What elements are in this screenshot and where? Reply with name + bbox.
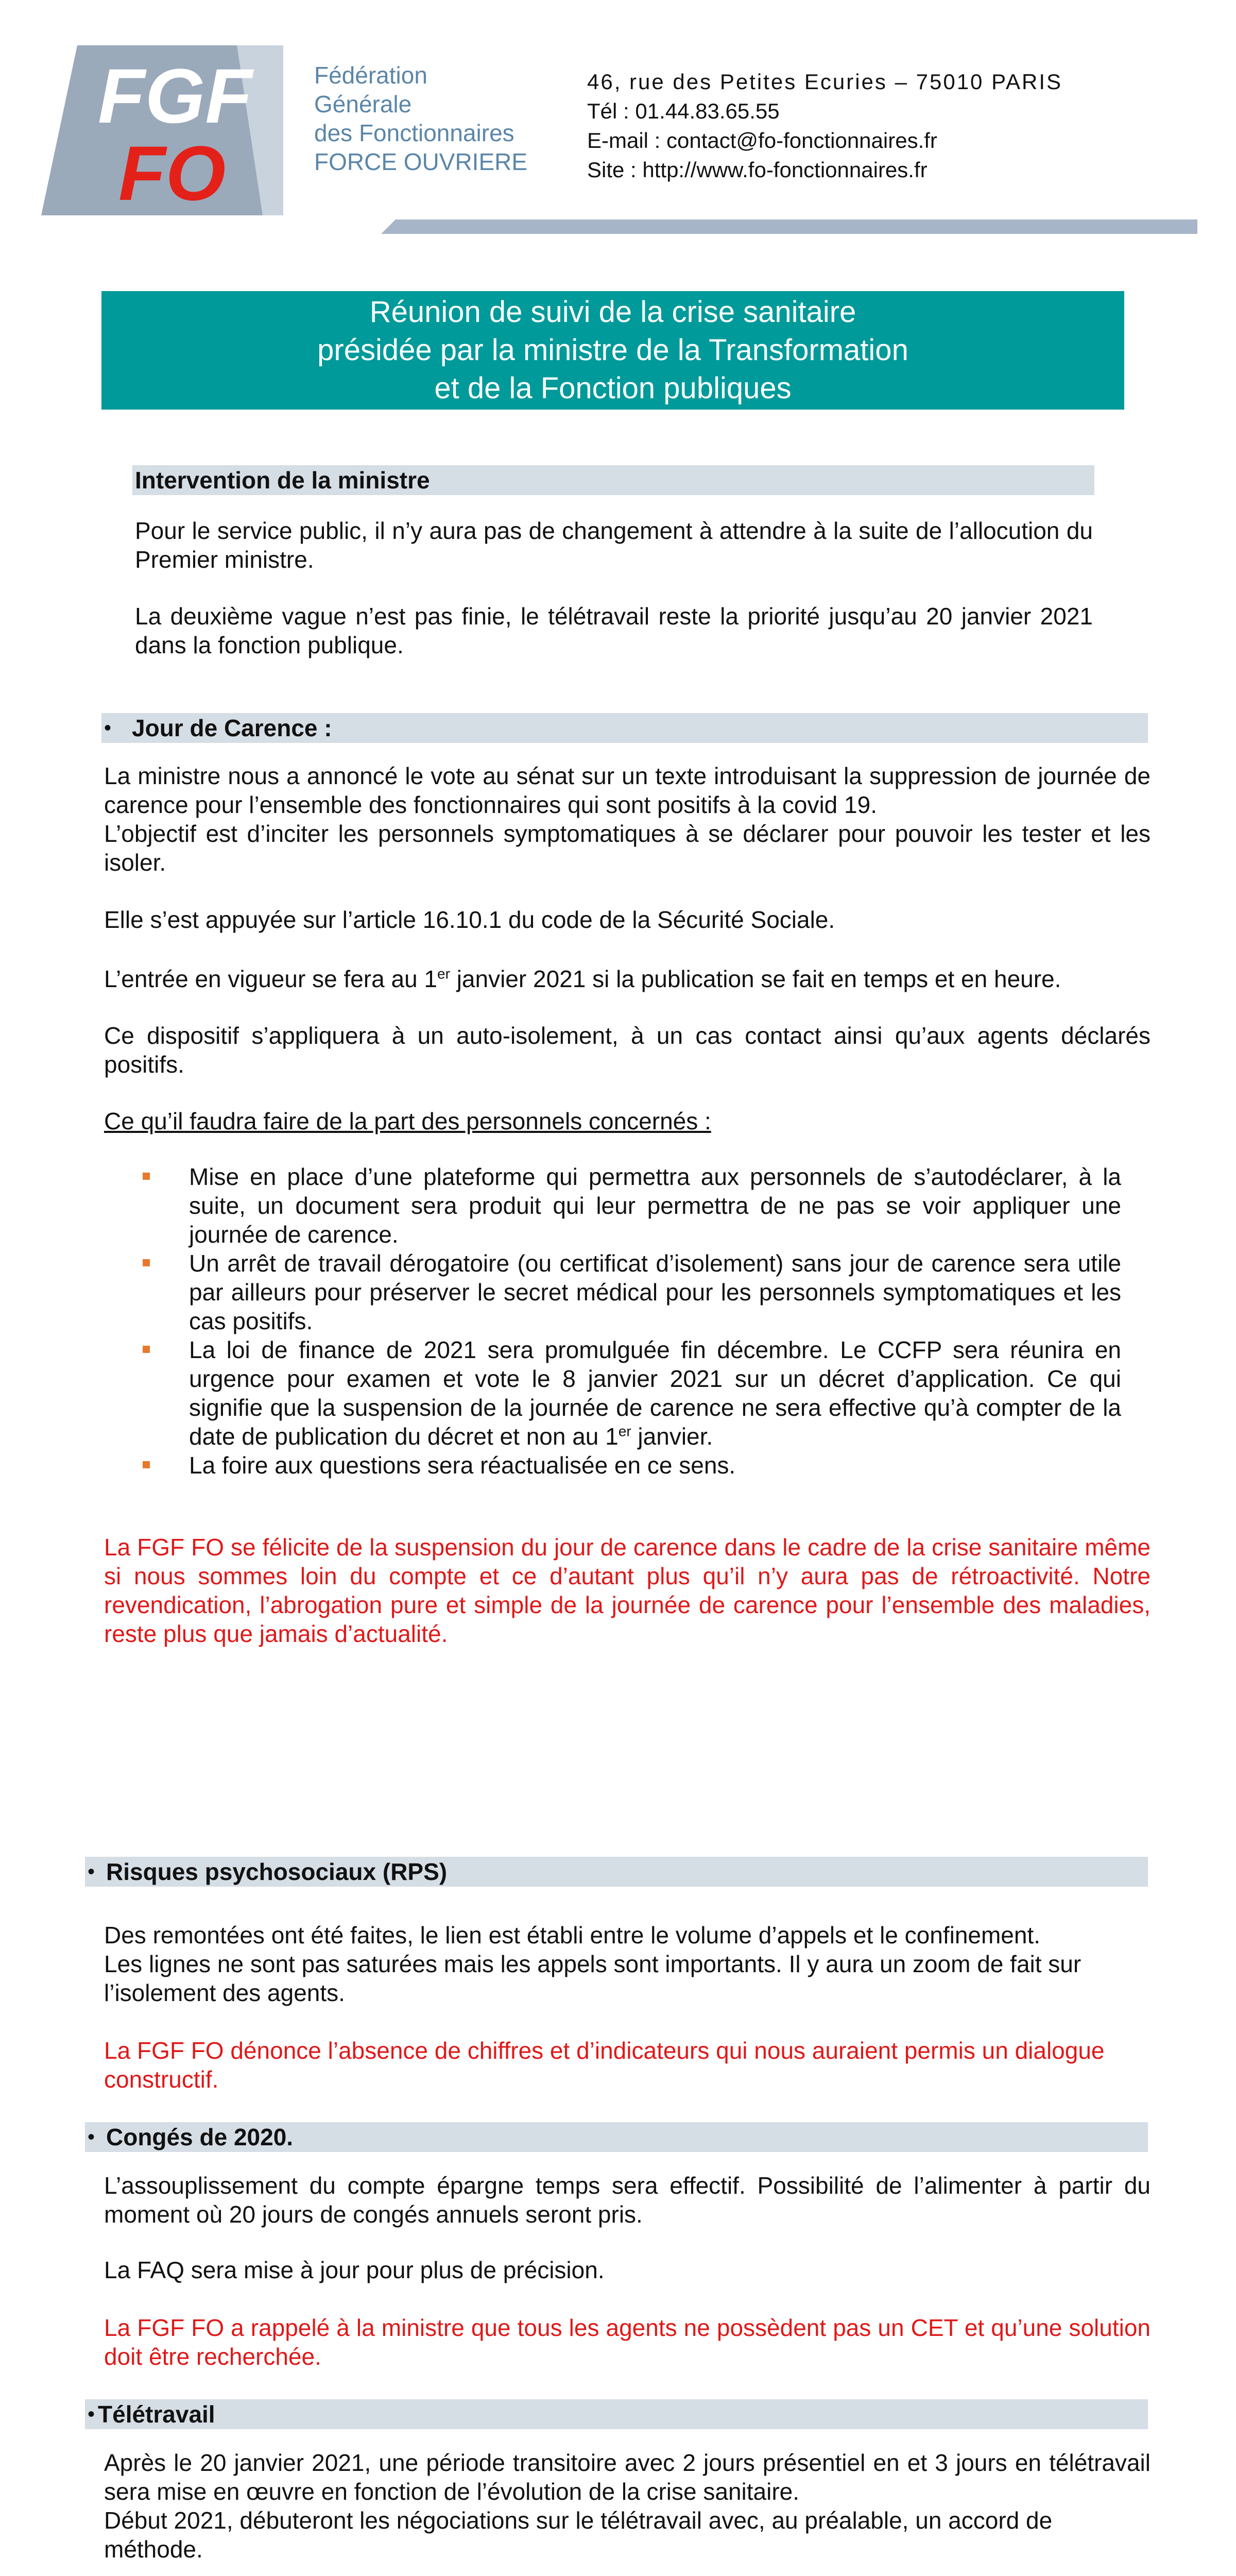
superscript: er xyxy=(618,1423,631,1439)
fgf-position-conges: La FGF FO a rappelé à la ministre que tous les agents ne possèdent pas un CET et qu’une solution doit être recherchée. xyxy=(104,2314,1151,2370)
phone: Tél : 01.44.83.65.55 xyxy=(587,99,780,123)
carence-paragraph: La ministre nous a annoncé le vote au sénat sur un texte introduisant la suppression de journée de carence pour l’ensemble des fonctionnaires qui sont positifs à la covid 19. xyxy=(104,762,1151,818)
rps-text xyxy=(104,1921,1151,2007)
header-rule xyxy=(381,219,1197,234)
teletravail-text xyxy=(104,2448,1151,2564)
list-item: La foire aux questions sera réactualisée en ce sens. xyxy=(143,1451,1121,1480)
contact-block xyxy=(587,67,1062,184)
section-bar-carence xyxy=(101,713,1148,743)
section-bar-intervention xyxy=(132,465,1094,495)
org-name-line: Fédération xyxy=(314,62,427,89)
list-item: Un arrêt de travail dérogatoire (ou certificat d’isolement) sans jour de carence sera utile par ailleurs pour préserver le secret médical pour les personnels symptomatiques et les cas positifs. xyxy=(143,1249,1121,1335)
title-banner xyxy=(101,291,1124,410)
text-run: janvier 2021 si la publication se fait en temps et en heure. xyxy=(450,965,1061,992)
section-heading: Intervention de la ministre xyxy=(135,467,430,494)
org-name-line: Générale xyxy=(314,91,412,117)
text-run: L’entrée en vigueur se fera au 1 xyxy=(104,965,438,992)
section-bar-teletravail xyxy=(85,2399,1148,2429)
carence-paragraph: Ce dispositif s’appliquera à un auto-isolement, à un cas contact ainsi qu’aux agents déclarés positifs. xyxy=(104,1022,1151,1078)
section-bar-conges xyxy=(85,2122,1148,2152)
title-line: Réunion de suivi de la crise sanitaire xyxy=(369,295,856,329)
teletravail-paragraph: Début 2021, débuteront les négociations sur le télétravail avec, au préalable, un accord de méthode. xyxy=(104,2507,1053,2563)
org-name-line: des Fonctionnaires xyxy=(314,120,514,146)
org-name xyxy=(314,61,527,176)
section-heading: Congés de 2020. xyxy=(106,2124,294,2150)
bullet-icon: • xyxy=(88,2402,95,2426)
svg-text:FGF: FGF xyxy=(98,53,252,139)
svg-text:FO: FO xyxy=(118,130,226,215)
fgf-fo-logo-graphic xyxy=(41,45,283,215)
section-bar-rps xyxy=(85,1857,1148,1887)
fgf-fo-logo xyxy=(41,45,283,215)
carence-subheading: Ce qu’il faudra faire de la part des personnels concernés : xyxy=(104,1108,711,1134)
fgf-position-rps: La FGF FO dénonce l’absence de chiffres et d’indicateurs qui nous auraient permis un dialogue constructif. xyxy=(104,2037,1105,2093)
bullet-icon: • xyxy=(88,1860,95,1883)
carence-paragraph: Elle s’est appuyée sur l’article 16.10.1 du code de la Sécurité Sociale. xyxy=(104,906,835,933)
carence-list xyxy=(143,1162,1121,1480)
bullet-icon: • xyxy=(104,716,112,739)
intervention-paragraph: La deuxième vague n’est pas finie, le télétravail reste la priorité jusqu’au 20 janvier 2021 dans la fonction publique. xyxy=(135,603,1093,658)
section-heading: Jour de Carence : xyxy=(132,715,332,741)
fgf-position-carence: La FGF FO se félicite de la suspension du jour de carence dans le cadre de la crise sanitaire même si nous sommes loin du compte et ce d’autant plus qu’il n’y aura pas de rétroactivité. Notre revendication, l’abrogation pure et simple de la journée de carence pour l’ensemble des maladies, reste plus que jamais d’actualité. xyxy=(104,1534,1151,1647)
email-link[interactable]: E-mail : contact@fo-fonctionnaires.fr xyxy=(587,128,937,152)
section-heading: Risques psychosociaux (RPS) xyxy=(106,1858,448,1885)
superscript: er xyxy=(437,965,450,982)
intervention-paragraph: Pour le service public, il n’y aura pas de changement à attendre à la suite de l’allocution du Premier ministre. xyxy=(135,517,1093,573)
title-line: présidée par la ministre de la Transformation xyxy=(317,333,908,367)
title-line: et de la Fonction publiques xyxy=(434,371,792,405)
section-heading: Télétravail xyxy=(98,2401,215,2428)
carence-intro xyxy=(104,761,1151,877)
rps-paragraph: Les lignes ne sont pas saturées mais les appels sont importants. Il y aura un zoom de fait sur l’isolement des agents. xyxy=(104,1951,1082,2006)
address: 46, rue des Petites Ecuries – 75010 PARIS xyxy=(587,70,1063,94)
website-link[interactable]: Site : http://www.fo-fonctionnaires.fr xyxy=(587,158,928,182)
conges-paragraph: L’assouplissement du compte épargne temps sera effectif. Possibilité de l’alimenter à partir du moment où 20 jours de congés annuels seront pris. xyxy=(104,2172,1151,2228)
text-run: La loi de finance de 2021 sera promulguée fin décembre. Le CCFP sera réunira en urgence pour examen et vote le 8 janvier 2021 sur un décret d’application. Ce qui signifie que la suspension de la journée de carence ne sera effective qu’à compter de la date de publication du décret et non au 1 xyxy=(189,1336,1121,1450)
teletravail-paragraph: Après le 20 janvier 2021, une période transitoire avec 2 jours présentiel en et 3 jours en télétravail sera mise en œuvre en fonction de l’évolution de la crise sanitaire. xyxy=(104,2449,1151,2505)
carence-paragraph: L’objectif est d’inciter les personnels symptomatiques à se déclarer pour pouvoir les tester et les isoler. xyxy=(104,820,1151,876)
carence-paragraph xyxy=(104,964,1151,993)
org-name-line: FORCE OUVRIERE xyxy=(314,148,528,175)
conges-paragraph: La FAQ sera mise à jour pour plus de précision. xyxy=(104,2257,605,2283)
list-item xyxy=(143,1335,1121,1451)
list-item: Mise en place d’une plateforme qui permettra aux personnels de s’autodéclarer, à la suite, un document sera produit qui leur permettra de ne pas se voir appliquer une journée de carence. xyxy=(143,1162,1121,1249)
bullet-icon: • xyxy=(88,2125,95,2148)
text-run: janvier. xyxy=(631,1423,713,1450)
rps-paragraph: Des remontées ont été faites, le lien est établi entre le volume d’appels et le confinement. xyxy=(104,1922,1041,1948)
